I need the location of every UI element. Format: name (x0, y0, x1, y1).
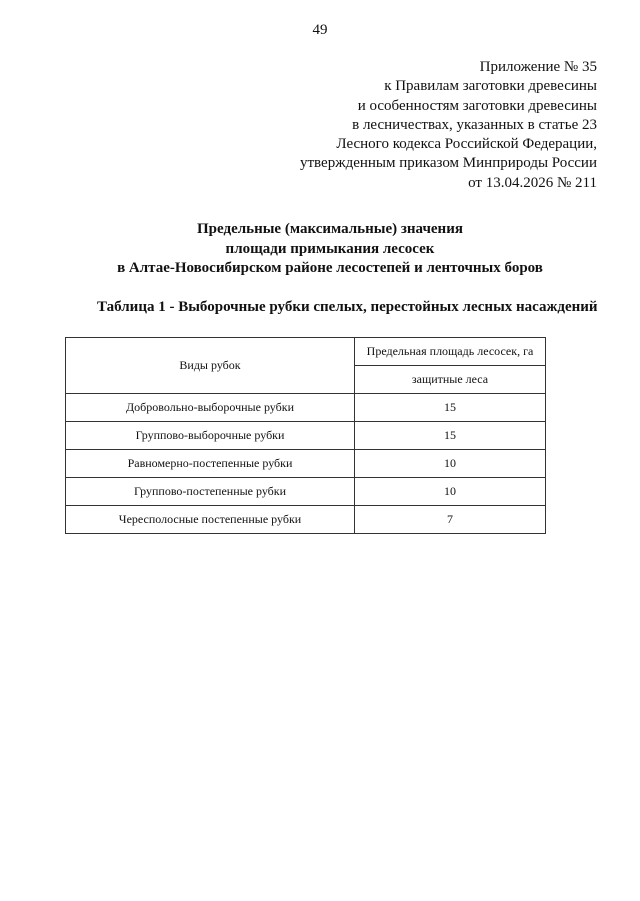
header-area-limit: Предельная площадь лесосек, га (355, 338, 546, 366)
area-value-cell: 15 (355, 422, 546, 450)
table-caption: Таблица 1 - Выборочные рубки спелых, перестойных лесных насаждений (97, 299, 598, 315)
cutting-type-cell: Добровольно-выборочные рубки (66, 394, 355, 422)
appendix-line: от 13.04.2026 № 211 (468, 174, 597, 191)
table-header-row (66, 338, 546, 366)
cutting-type-cell: Чересполосные постепенные рубки (66, 506, 355, 534)
title-line: в Алтае-Новосибирском районе лесостепей и ленточных боров (117, 260, 543, 276)
cutting-type-cell: Группово-постепенные рубки (66, 478, 355, 506)
table-row (66, 506, 546, 534)
table-row (66, 422, 546, 450)
appendix-block (300, 58, 597, 193)
appendix-line: Лесного кодекса Российской Федерации, (336, 136, 597, 153)
cutting-type-cell: Группово-выборочные рубки (66, 422, 355, 450)
logging-limits-table (65, 337, 546, 534)
appendix-line: в лесничествах, указанных в статье 23 (352, 116, 597, 133)
table-row (66, 478, 546, 506)
header-protective-forests: защитные леса (355, 366, 546, 394)
title-line: площади примыкания лесосек (225, 240, 435, 257)
appendix-line: и особенностям заготовки древесины (357, 97, 597, 114)
header-cutting-type: Виды рубок (66, 338, 355, 394)
area-value-cell: 10 (355, 478, 546, 506)
area-value-cell: 7 (355, 506, 546, 534)
cutting-type-cell: Равномерно-постепенные рубки (66, 450, 355, 478)
appendix-line: Приложение № 35 (479, 59, 597, 75)
document-title (0, 220, 640, 279)
page-number: 49 (312, 22, 328, 38)
table-row (66, 450, 546, 478)
appendix-line: утвержденным приказом Минприроды России (300, 155, 597, 172)
area-value-cell: 10 (355, 450, 546, 478)
area-value-cell: 15 (355, 394, 546, 422)
title-line: Предельные (максимальные) значения (197, 221, 463, 237)
table-row (66, 394, 546, 422)
appendix-line: к Правилам заготовки древесины (384, 78, 597, 95)
